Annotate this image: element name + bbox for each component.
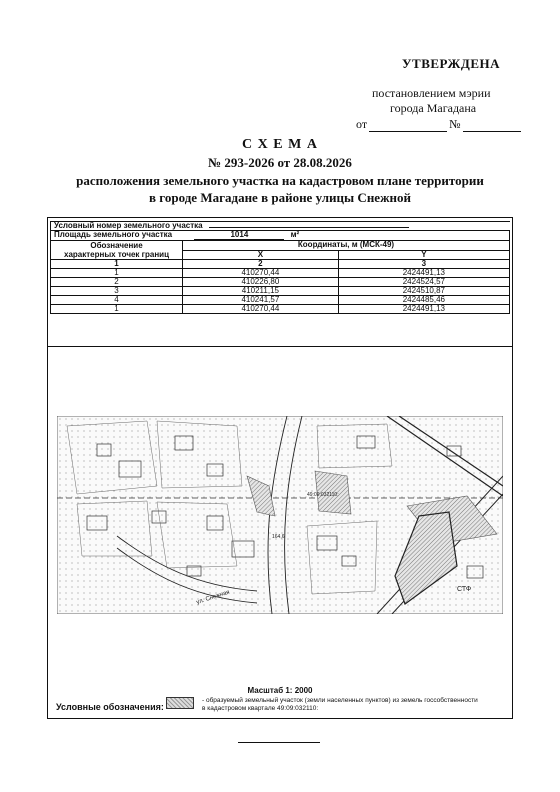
scheme-description-2: в городе Магадане в районе улицы Снежной (149, 190, 411, 205)
designation-header-line-2: характерных точек границ (64, 250, 169, 259)
number-blank (463, 119, 521, 132)
x-coordinate: 410211,15 (183, 287, 339, 296)
x-header: X (183, 250, 339, 260)
scheme-description-1: расположения земельного участка на кадастровом плане территории (76, 173, 484, 188)
approved-heading: УТВЕРЖДЕНА (401, 56, 500, 71)
point-number: 1 (51, 269, 183, 278)
point-number: 4 (51, 296, 183, 305)
conditional-number-blank (209, 227, 409, 228)
legend-description (202, 697, 512, 713)
y-coordinate: 2424485,46 (338, 296, 509, 305)
area-unit: м² (290, 230, 300, 239)
point-number: 2 (51, 278, 183, 287)
coords-header: Координаты, м (МСК-49) (183, 241, 510, 251)
legend-text-line-2: в кадастровом квартале 49:09:032110: (202, 705, 319, 712)
cadastral-map (57, 416, 503, 614)
scheme-number: № 293-2026 от 28.08.2026 (208, 155, 352, 170)
point-number: 3 (51, 287, 183, 296)
decree-date-number-line (356, 117, 521, 132)
y-coordinate: 2424491,13 (338, 305, 509, 314)
y-coordinate: 2424524,57 (338, 278, 509, 287)
point-number: 1 (51, 305, 183, 314)
col-number-2: 2 (183, 260, 339, 269)
y-coordinate: 2424491,13 (338, 269, 509, 278)
date-blank (369, 119, 447, 132)
table-bottom-divider (47, 346, 513, 347)
number-label: № (449, 117, 461, 131)
legend-text-line-1: - образуемый земельный участок (земли населенных пунктов) из земель госсобственности (202, 697, 478, 704)
x-coordinate: 410241,57 (183, 296, 339, 305)
y-header: Y (338, 250, 509, 260)
legend-label: Условные обозначения: (56, 702, 164, 712)
col-number-3: 3 (338, 260, 509, 269)
designation-header-line-1: Обозначение (90, 241, 143, 250)
y-coordinate: 2424510,87 (338, 287, 509, 296)
footer-rule (238, 742, 320, 743)
from-label: от (356, 117, 368, 131)
stf-label: СТФ (457, 586, 472, 593)
x-coordinate: 410226,80 (183, 278, 339, 287)
x-coordinate: 410270,44 (183, 269, 339, 278)
legend-hatch-swatch (166, 697, 194, 709)
conditional-number-label: Условный номер земельного участка (54, 221, 203, 230)
col-number-1: 1 (51, 260, 183, 269)
area-label: Площадь земельного участка (54, 230, 173, 239)
scheme-title: С Х Е М А (242, 137, 318, 152)
elevation-label: 164,6 (272, 534, 285, 540)
decree-line-1: постановлением мэрии (372, 86, 491, 100)
street-label: ул. Снежная (195, 589, 231, 606)
map-scale: Масштаб 1: 2000 (247, 686, 313, 695)
coordinates-table (50, 221, 510, 314)
area-value: 1014 (194, 231, 284, 240)
x-coordinate: 410270,44 (183, 305, 339, 314)
table-row (51, 305, 510, 314)
quarter-label: 49:09:032110: (307, 492, 339, 498)
decree-line-2: города Магадана (390, 101, 477, 115)
designation-header (51, 241, 183, 260)
